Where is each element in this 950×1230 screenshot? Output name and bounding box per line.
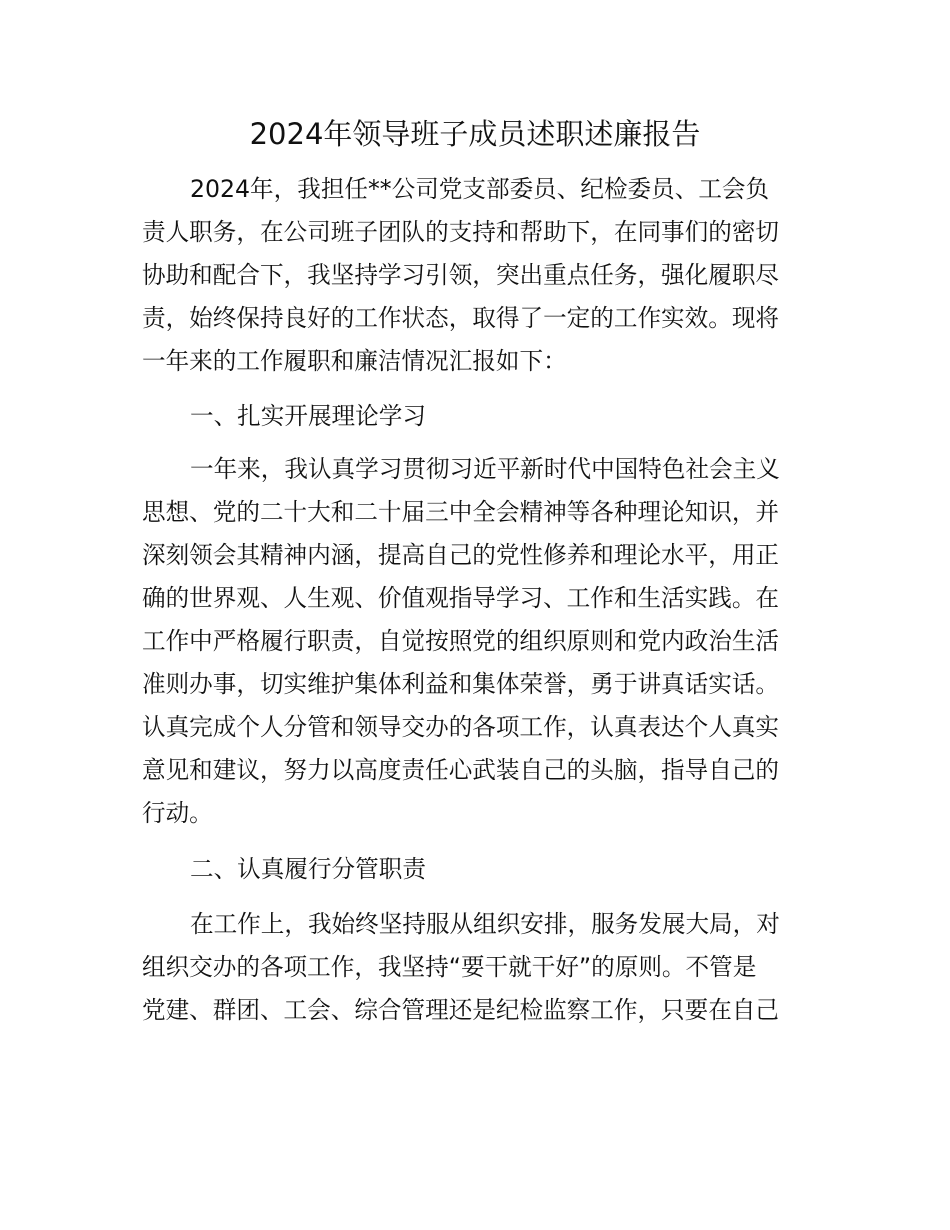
paragraph-2 xyxy=(142,448,822,835)
text-line: 责，始终保持良好的工作状态，取得了一定的工作实效。现将 xyxy=(142,304,780,332)
text-line: 协助和配合下，我坚持学习引领，突出重点任务，强化履职尽 xyxy=(142,261,780,289)
text-line: 组织交办的各项工作，我坚持“要干就干好”的原则。不管是 xyxy=(142,953,757,981)
section-heading: 二、认真履行分管职责 xyxy=(190,855,426,883)
text-line: 一年来，我认真学习贯彻习近平新时代中国特色社会主义 xyxy=(190,455,780,483)
text-line: 党建、群团、工会、综合管理还是纪检监察工作，只要在自己 xyxy=(142,996,780,1024)
text-line: 一年来的工作履职和廉洁情况汇报如下： xyxy=(142,347,567,375)
paragraph-3 xyxy=(142,903,822,1032)
text-line: 2024年，我担任**公司党支部委员、纪检委员、工会负 xyxy=(190,175,770,203)
text-line: 深刻领会其精神内涵，提高自己的党性修养和理论水平，用正 xyxy=(142,541,780,569)
text-line: 思想、党的二十大和二十届三中全会精神等各种理论知识，并 xyxy=(142,498,780,526)
text-line: 责人职务，在公司班子团队的支持和帮助下，在同事们的密切 xyxy=(142,218,780,246)
text-line: 行动。 xyxy=(142,799,213,827)
text-line: 准则办事，切实维护集体利益和集体荣誉，勇于讲真话实话。 xyxy=(142,670,780,698)
section-heading-1 xyxy=(142,395,822,438)
text-line: 工作中严格履行职责，自觉按照党的组织原则和党内政治生活 xyxy=(142,627,780,655)
section-heading: 一、扎实开展理论学习 xyxy=(190,402,426,430)
text-line: 确的世界观、人生观、价值观指导学习、工作和生活实践。在 xyxy=(142,584,780,612)
paragraph-1 xyxy=(142,168,822,383)
section-heading-2 xyxy=(142,848,822,891)
text-line: 认真完成个人分管和领导交办的各项工作，认真表达个人真实 xyxy=(142,713,780,741)
text-line: 在工作上，我始终坚持服从组织安排，服务发展大局，对 xyxy=(190,910,780,938)
document-title: 2024年领导班子成员述职述廉报告 xyxy=(249,117,701,151)
text-line: 意见和建议，努力以高度责任心武装自己的头脑，指导自己的 xyxy=(142,756,780,784)
